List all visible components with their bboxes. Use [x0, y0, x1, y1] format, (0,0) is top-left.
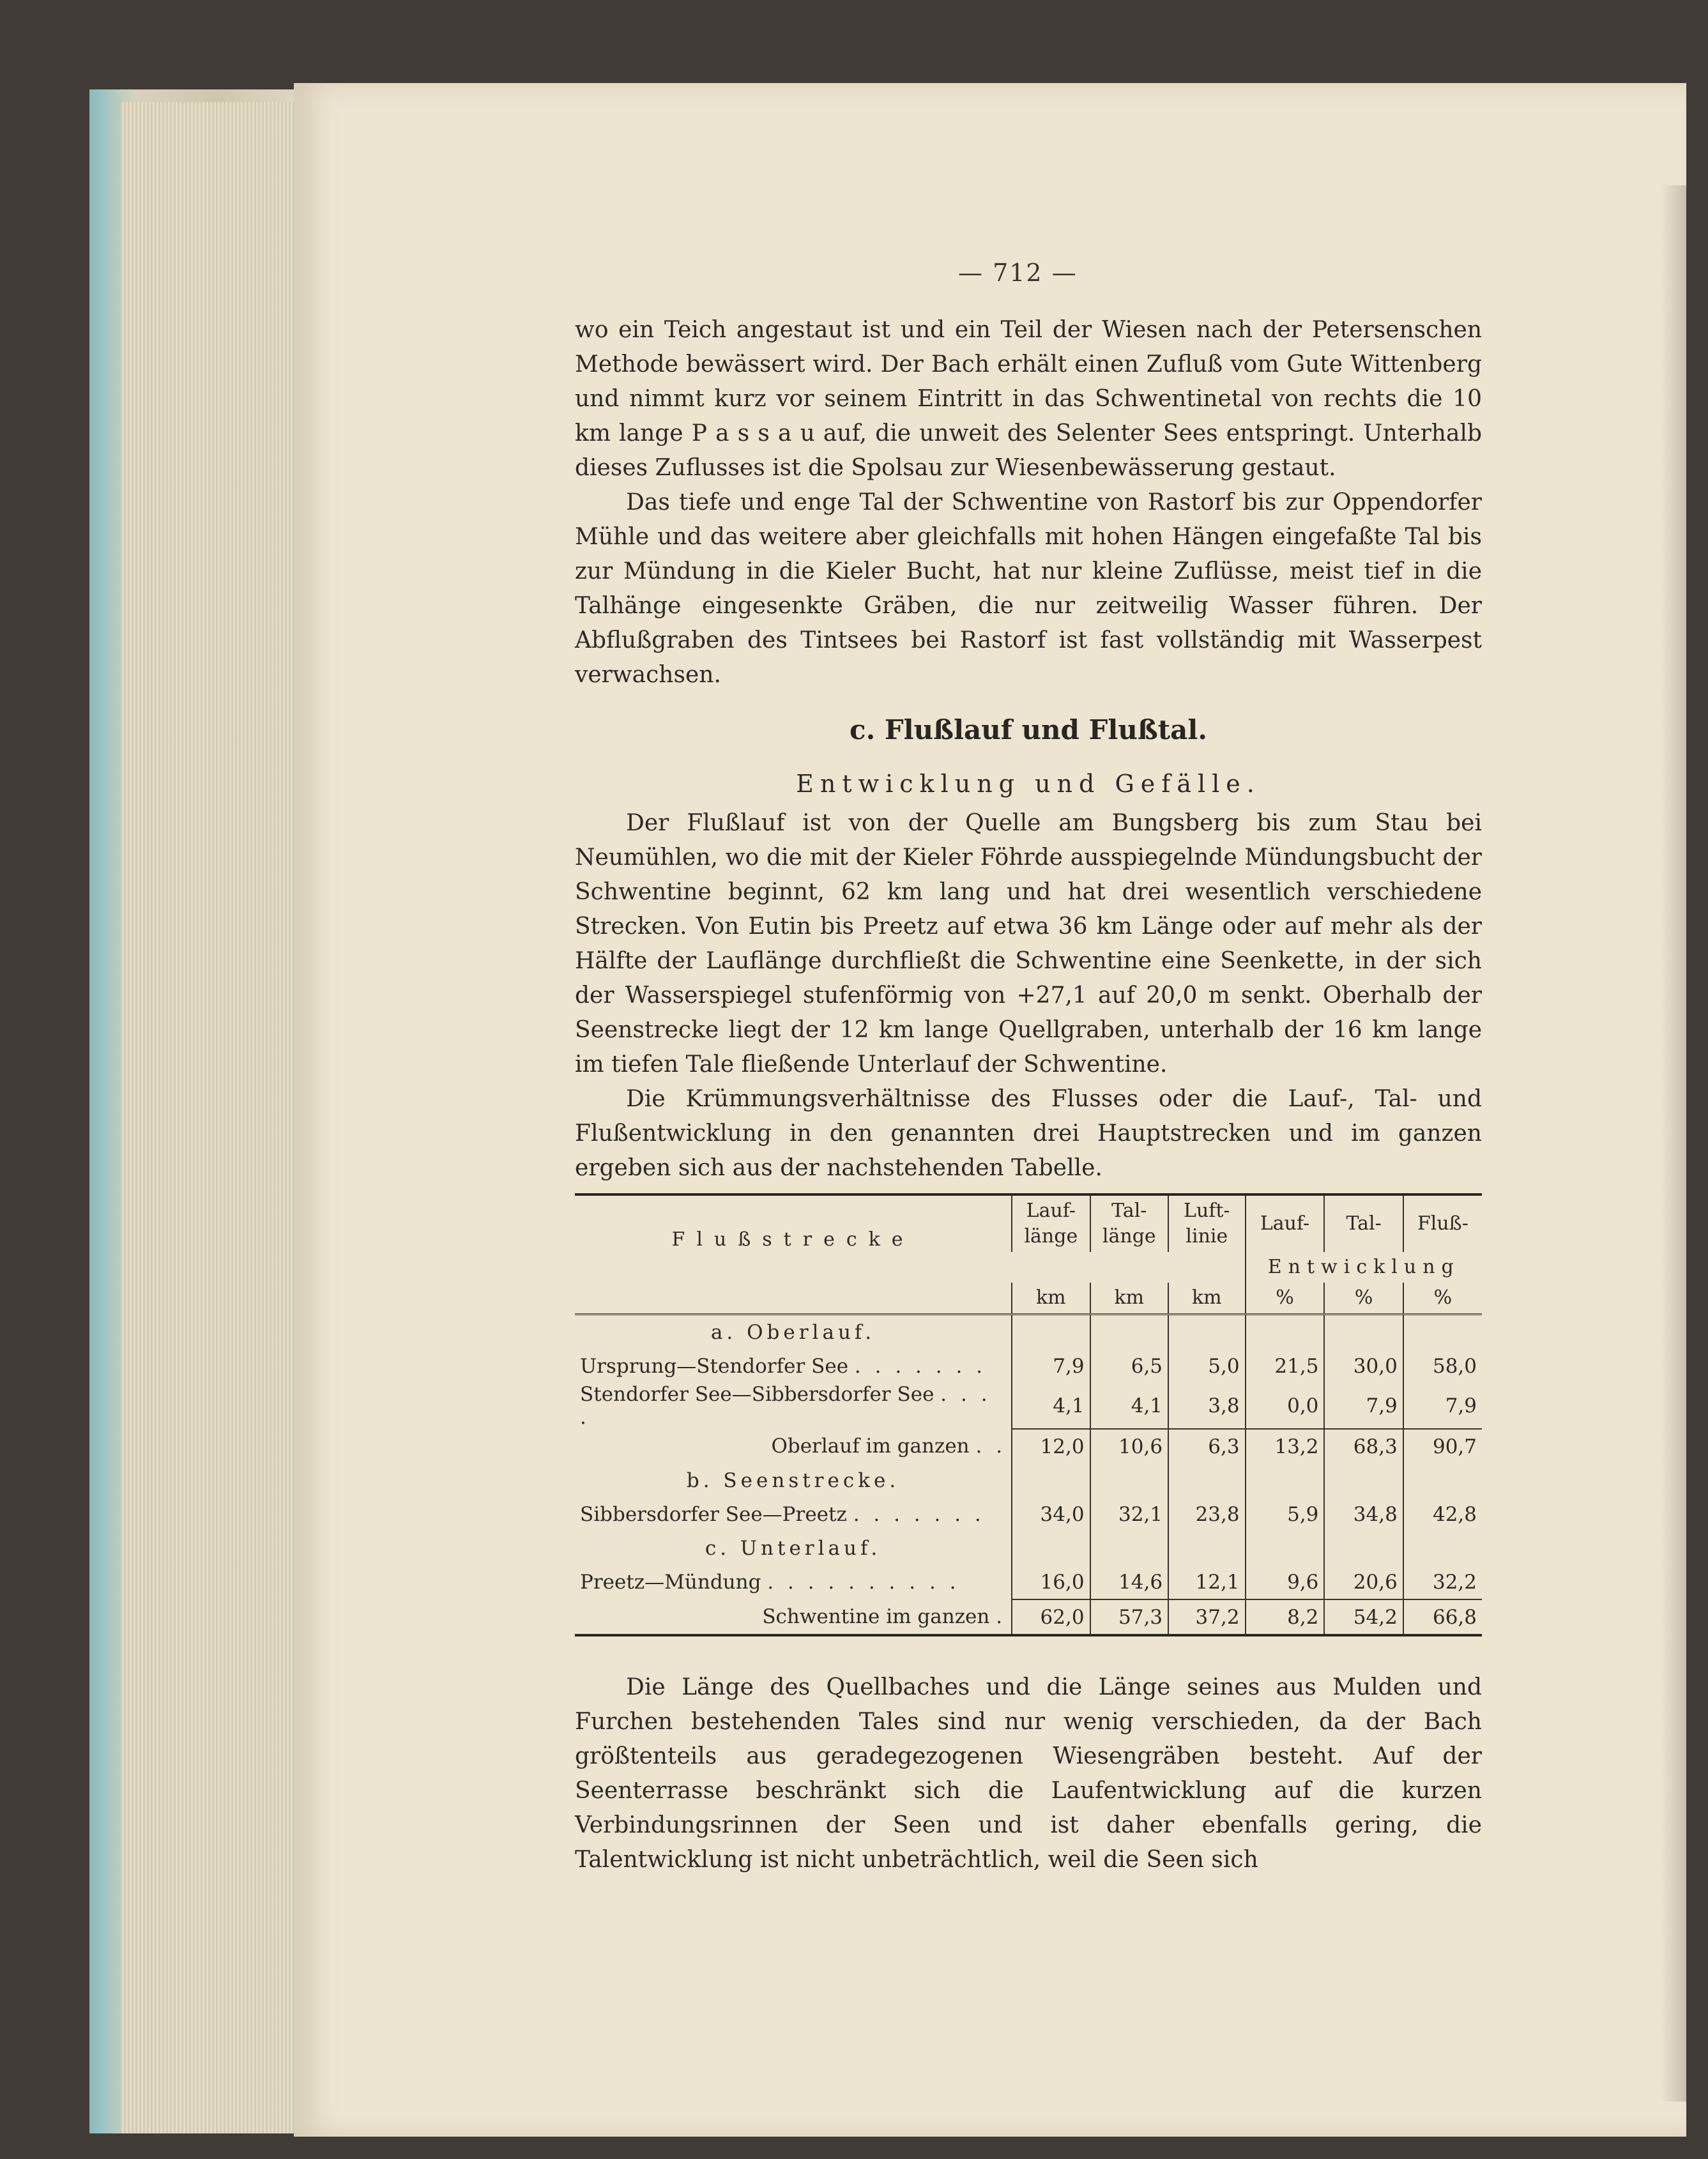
table-cell: 7,9 — [1012, 1349, 1090, 1383]
table-cell: 30,0 — [1324, 1349, 1403, 1383]
table-cell: 34,0 — [1012, 1497, 1090, 1531]
unit: km — [1012, 1283, 1090, 1315]
text-block-middle — [575, 806, 1482, 1186]
gutter-shadow — [1661, 185, 1686, 2102]
table-row — [575, 1383, 1482, 1429]
table-cell: 90,7 — [1403, 1429, 1482, 1463]
paragraph: wo ein Teich angestaut ist und ein Teil der Wiesen nach der Petersenschen Methode bewässert wird. Der Bach erhält einen Zufluß vom Gute Wittenberg und nimmt kurz vor seinem Eintritt in das Schwentinetal von rechts die 10 km lange P a s s a u auf, die unweit des Selenter Sees entspringt. Unterhalb dieses Zuflusses ist die Spolsau zur Wiesenbewässerung gestaut. — [575, 317, 1482, 481]
table-cell: 12,0 — [1012, 1429, 1090, 1463]
table-cell: 5,0 — [1168, 1349, 1246, 1383]
table-cell: 20,6 — [1324, 1565, 1403, 1599]
table-cell: 3,8 — [1168, 1383, 1246, 1429]
col-header: Tal- — [1324, 1196, 1403, 1252]
table-cell: 6,5 — [1090, 1349, 1168, 1383]
section-label: c. Unterlauf. — [705, 1536, 881, 1560]
table-cell: 58,0 — [1403, 1349, 1482, 1383]
table-cell: 23,8 — [1168, 1497, 1246, 1531]
row-label: Schwentine im ganzen — [762, 1605, 990, 1628]
table-cell: 68,3 — [1324, 1429, 1403, 1463]
table-row — [575, 1497, 1482, 1531]
table-cell: 14,6 — [1090, 1565, 1168, 1599]
table-cell: 9,6 — [1246, 1565, 1325, 1599]
col-header: Lauf- länge — [1012, 1196, 1090, 1252]
col-header: Luft- linie — [1168, 1196, 1246, 1252]
col-header: Lauf- — [1246, 1196, 1325, 1252]
col-header-strecke: Flußstrecke — [671, 1228, 915, 1251]
unit: km — [1090, 1283, 1168, 1315]
unit: % — [1403, 1283, 1482, 1315]
table-row — [575, 1463, 1482, 1497]
row-label: Stendorfer See—Sibbersdorfer See — [580, 1383, 934, 1406]
table-cell: 13,2 — [1246, 1429, 1325, 1463]
table-row-sum — [575, 1599, 1482, 1634]
unit: km — [1168, 1283, 1246, 1315]
leader-dots: . . . . . . . — [854, 1354, 987, 1378]
paragraph: Die Krümmungsverhältnisse des Flusses oder die Lauf-, Tal- und Flußentwicklung in den genannten drei Hauptstrecken und im ganzen ergeben sich aus der nachstehenden Tabelle. — [575, 1086, 1482, 1181]
table-cell: 54,2 — [1324, 1599, 1403, 1634]
table-cell: 16,0 — [1012, 1565, 1090, 1599]
leader-dots: . . . . . . . . . . — [767, 1571, 960, 1594]
page-number: — 712 — — [958, 259, 1078, 287]
table-cell: 21,5 — [1246, 1349, 1325, 1383]
river-development-table — [575, 1193, 1482, 1636]
leader-dots: . . . . . . . — [853, 1502, 985, 1526]
paragraph: Der Flußlauf ist von der Quelle am Bungsberg bis zum Stau bei Neumühlen, wo die mit der Kieler Föhrde ausspiegelnde Mündungsbucht der Schwentine beginnt, 62 km lang und hat drei wesentlich verschiedene Strecken. Von Eutin bis Preetz auf etwa 36 km Länge oder auf mehr als der Hälfte der Lauflänge durchfließt die Schwentine eine Seenkette, in der sich der Wasserspiegel stufenförmig von +27,1 auf 20,0 m senkt. Oberhalb der Seenstrecke liegt der 12 km lange Quellgraben, unterhalb der 16 km lange im tiefen Tale fließende Unterlauf der Schwentine. — [575, 810, 1482, 1078]
section-heading: c. Flußlauf und Flußtal. — [850, 714, 1207, 745]
table-row — [575, 1349, 1482, 1383]
row-label: Preetz—Mündung — [580, 1571, 761, 1594]
placeholder — [1012, 1252, 1090, 1283]
row-label: Sibbersdorfer See—Preetz — [580, 1502, 847, 1526]
table-row-sum — [575, 1429, 1482, 1463]
unit: % — [1246, 1283, 1325, 1315]
leader-dots: . . — [975, 1435, 1007, 1458]
col-header-entwicklung: Entwicklung — [1246, 1252, 1482, 1283]
table-cell: 0,0 — [1246, 1383, 1325, 1429]
page-stack — [121, 102, 307, 2133]
table-row — [575, 1315, 1482, 1350]
section-label: a. Oberlauf. — [710, 1320, 876, 1344]
table-cell: 32,2 — [1403, 1565, 1482, 1599]
text-block-top — [575, 313, 1482, 692]
text-block-bottom — [575, 1670, 1482, 1877]
section-subheading: Entwicklung und Gefälle. — [796, 770, 1261, 798]
table-cell: 4,1 — [1012, 1383, 1090, 1429]
unit: % — [1324, 1283, 1403, 1315]
table-cell: 6,3 — [1168, 1429, 1246, 1463]
table-row — [575, 1565, 1482, 1599]
leader-dots: . — [996, 1605, 1007, 1628]
table-cell: 32,1 — [1090, 1497, 1168, 1531]
leader-dots: . . . . — [580, 1383, 991, 1429]
table-cell: 62,0 — [1012, 1599, 1090, 1634]
row-label: Oberlauf im ganzen — [771, 1435, 970, 1458]
table-cell: 7,9 — [1403, 1383, 1482, 1429]
section-label: b. Seenstrecke. — [686, 1469, 900, 1492]
table-cell: 34,8 — [1324, 1497, 1403, 1531]
col-header: Tal- länge — [1090, 1196, 1168, 1252]
paragraph: Das tiefe und enge Tal der Schwentine von Rastorf bis zur Oppendorfer Mühle und das weitere aber gleichfalls mit hohen Hängen eingefaßte Tal bis zur Mündung in die Kieler Bucht, hat nur kleine Zuflüsse, meist tief in die Talhänge eingesenkte Gräben, die nur zeitweilig Wasser führen. Der Abflußgraben des Tintsees bei Rastorf ist fast vollständig mit Wasserpest verwachsen. — [575, 489, 1482, 688]
table-cell: 66,8 — [1403, 1599, 1482, 1634]
row-label: Ursprung—Stendorfer See — [580, 1354, 849, 1378]
table-cell: 57,3 — [1090, 1599, 1168, 1634]
placeholder — [1168, 1252, 1246, 1283]
col-header: Fluß- — [1403, 1196, 1482, 1252]
table-cell: 7,9 — [1324, 1383, 1403, 1429]
table-cell: 5,9 — [1246, 1497, 1325, 1531]
placeholder — [575, 1283, 1012, 1315]
table-cell: 4,1 — [1090, 1383, 1168, 1429]
table-cell: 10,6 — [1090, 1429, 1168, 1463]
table-cell: 8,2 — [1246, 1599, 1325, 1634]
table-cell: 12,1 — [1168, 1565, 1246, 1599]
table-cell: 37,2 — [1168, 1599, 1246, 1634]
table-cell: 42,8 — [1403, 1497, 1482, 1531]
placeholder — [1090, 1252, 1168, 1283]
paragraph: Die Länge des Quellbaches und die Länge seines aus Mulden und Furchen bestehenden Tales sind nur wenig verschieden, da der Bach größtenteils aus geradegezogenen Wiesengräben besteht. Auf der Seenterrasse beschränkt sich die Laufentwicklung auf die kurzen Verbindungsrinnen der Seen und ist daher ebenfalls gering, die Talentwicklung ist nicht unbeträchtlich, weil die Seen sich — [575, 1674, 1482, 1873]
table-row — [575, 1531, 1482, 1565]
